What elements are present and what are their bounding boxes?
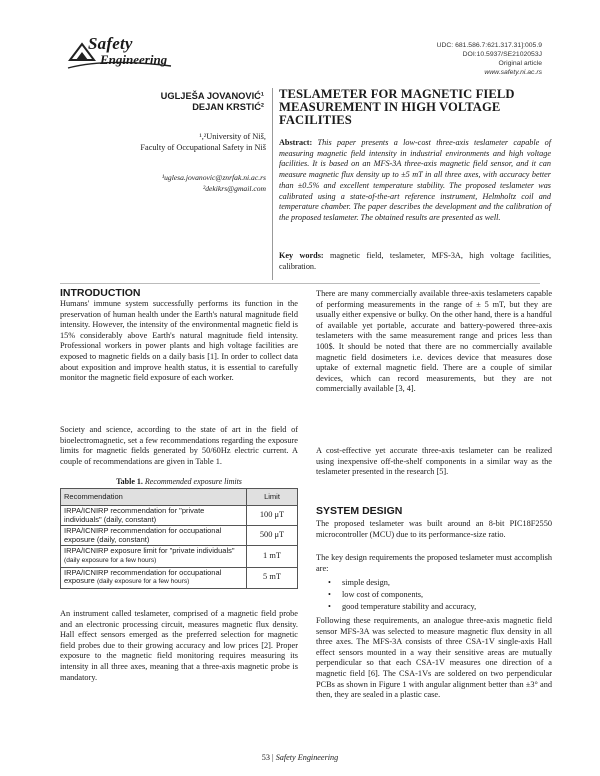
list-item: • good temperature stability and accuracy, xyxy=(316,602,552,614)
table-header: Recommendation xyxy=(61,489,247,506)
author-emails xyxy=(60,172,266,194)
keywords-label: Key words: xyxy=(279,251,324,260)
email-link[interactable]: ¹uglesa.jovanovic@znrfak.ni.ac.rs xyxy=(161,173,266,182)
table-row xyxy=(61,526,298,546)
table-row xyxy=(61,506,298,526)
table-cell-text: IRPA/ICNIRP recommendation for occupational exposure xyxy=(64,567,222,586)
abstract xyxy=(279,138,551,224)
udc-code: UDC: 681.586.7:621.317.31]:005.9 xyxy=(436,42,542,49)
page-number: 53 xyxy=(261,753,270,762)
logo-word-safety: Safety xyxy=(88,34,133,53)
table-cell-note: (daily exposure for a few hours) xyxy=(64,556,157,564)
table-cell: IRPA/ICNIRP recommendation for occupational exposure (daily, constant) xyxy=(61,526,247,546)
table-cell-text: IRPA/ICNIRP exposure limit for "private individuals" xyxy=(64,546,235,556)
page-footer: 53 | Safety Engineering xyxy=(261,753,339,762)
table-cell: 5 mT xyxy=(247,567,298,588)
paragraph: Society and science, according to the state of art in the field of bioelectromagnetic, set a few recommendations regarding the exposure limits for magnetic fields generated by 50/60Hz electric current. A couple of recommendations are given in Table 1. xyxy=(60,425,298,466)
article-type: Original article xyxy=(498,60,542,67)
author-list xyxy=(60,91,264,113)
table-cell: IRPA/ICNIRP recommendation for "private individuals" (daily, constant) xyxy=(61,506,247,526)
paragraph: A cost-effective yet accurate three-axis teslameter can be realized using inexpensive off-the-shelf components in a similar way as the teslameter presented in the research [5]. xyxy=(316,446,552,477)
table-caption xyxy=(60,477,298,486)
journal-name: Safety Engineering xyxy=(275,753,339,762)
table-cell xyxy=(61,546,247,567)
paragraph: There are many commercially available three-axis teslameters capable of performing measurements in the range of ± 5 mT, but they are usually either expensive or bulky. On the other hand, there is a handful of available yet portable, accurate and battery-powered three-axis teslameters with the same measurement range and prices less than 100$. It should be noted that there are no commercially available magnetic field dosimeters i.e. devices device that measures dose uptake of external magnetic field. There are a couple of similar devices, which can record measurements, but they are not commercially available [3, 4]. xyxy=(316,289,552,394)
affiliation-line: ¹,²University of Niš, xyxy=(199,132,266,141)
keywords xyxy=(279,251,551,272)
list-item: • low cost of components, xyxy=(316,590,552,602)
doi: DOI:10.5937/SE2102053J xyxy=(462,51,542,58)
keywords-text: magnetic field, teslameter, MFS-3A, high voltage facilities, calibration. xyxy=(279,251,552,271)
table-cell: 1 mT xyxy=(247,546,298,567)
table-cell xyxy=(61,567,247,588)
table-cell: 500 μT xyxy=(247,526,298,546)
table-cell-note: (daily exposure for a few hours) xyxy=(96,578,190,586)
requirements-list xyxy=(316,578,552,614)
table-caption-text: Recommended exposure limits xyxy=(144,477,242,486)
paragraph: The proposed teslameter was built around an 8-bit PIC18F2550 microcontroller (MCU) due to its performance-size ratio. xyxy=(316,519,552,539)
paper-title: TESLAMETER FOR MAGNETIC FIELD MEASUREMENT IN HIGH VOLTAGE FACILITIES xyxy=(279,87,515,127)
affiliation-line: Faculty of Occupational Safety in Niš xyxy=(140,143,266,152)
list-item: • simple design, xyxy=(316,578,552,590)
table-caption-label: Table 1. xyxy=(116,477,143,486)
journal-website-link[interactable]: www.safety.ni.ac.rs xyxy=(484,69,542,76)
paragraph: The key design requirements the proposed teslameter must accomplish are: xyxy=(316,553,552,573)
logo-word-engineering: Engineering xyxy=(100,52,168,67)
section-heading-introduction: INTRODUCTION xyxy=(60,287,141,299)
author-name: DEJAN KRSTIĆ² xyxy=(192,102,264,112)
author-name: UGLJEŠA JOVANOVIĆ¹ xyxy=(160,91,264,101)
paragraph: Following these requirements, an analogue three-axis magnetic field sensor MFS-3A was selected to measure magnetic flux density in all three axes. The MFS-3A consists of three CSA-1V single-axis Hall effect sensors mounted in a way their sensitive areas are mutually perpendicular so that each CSA-1V measures one direction of a magnetic field [6]. The CSA-1Vs are soldered on two perpendicular PCBs as shown in Figure 1 with angular alignment better than ±3° and then, they are sealed in a plastic case. xyxy=(316,616,552,700)
paragraph: An instrument called teslameter, comprised of a magnetic field probe and an electronic processing circuit, measures magnetic flux density. Hall effect sensors emerged as the preferred selection for magnetic field probes due to their growing accuracy and low prices [2]. Proper exposure to the magnetic field monitoring requires measuring its intensity in all three axes, meaning that a three-axis magnetic probe is mandatory. xyxy=(60,609,298,682)
table-header: Limit xyxy=(247,489,298,506)
email-link[interactable]: ²dekikrs@gmail.com xyxy=(202,184,266,193)
table-header-row xyxy=(61,489,298,506)
header-divider xyxy=(272,88,273,280)
table-cell: 100 μT xyxy=(247,506,298,526)
abstract-label: Abstract: xyxy=(279,138,313,147)
exposure-limits-table xyxy=(60,488,298,589)
section-heading-system-design: SYSTEM DESIGN xyxy=(316,505,403,517)
abstract-text: This paper presents a low-cost three-axis teslameter capable of measuring magnetic field intensity in industrial environments and high voltage facilities. It is based on an MFS-3A three-axis magnetic field sensor, and it can measure magnetic flux density up to ±5 mT in all three axes, with accuracy better than ±0.5% and excellent temperature stability. The proposed teslameter was calibrated using a state-of-the-art reference instrument, Helmholtz coil and temperature chamber. The paper describes the development and the calibration of the proposed teslameter. The obtained results are presented as well. xyxy=(279,138,552,222)
article-meta xyxy=(302,41,542,77)
paragraph: Humans' immune system successfully performs its function in the preservation of human health under the Earth's natural magnitude field intensity. However, the intensity of the environmental magnetic field is 15% considerably above Earth's natural magnitude field intensity. Professional workers in power plants and high voltage facilities are exposed to magnetic fields on a daily basis [1]. In order to collect data about exposition and improve health status, it is essential to carefully monitor the magnetic field exposure of each worker. xyxy=(60,299,298,383)
table-row xyxy=(61,567,298,588)
table-row xyxy=(61,546,298,567)
affiliation xyxy=(60,131,266,153)
section-divider xyxy=(60,283,540,284)
